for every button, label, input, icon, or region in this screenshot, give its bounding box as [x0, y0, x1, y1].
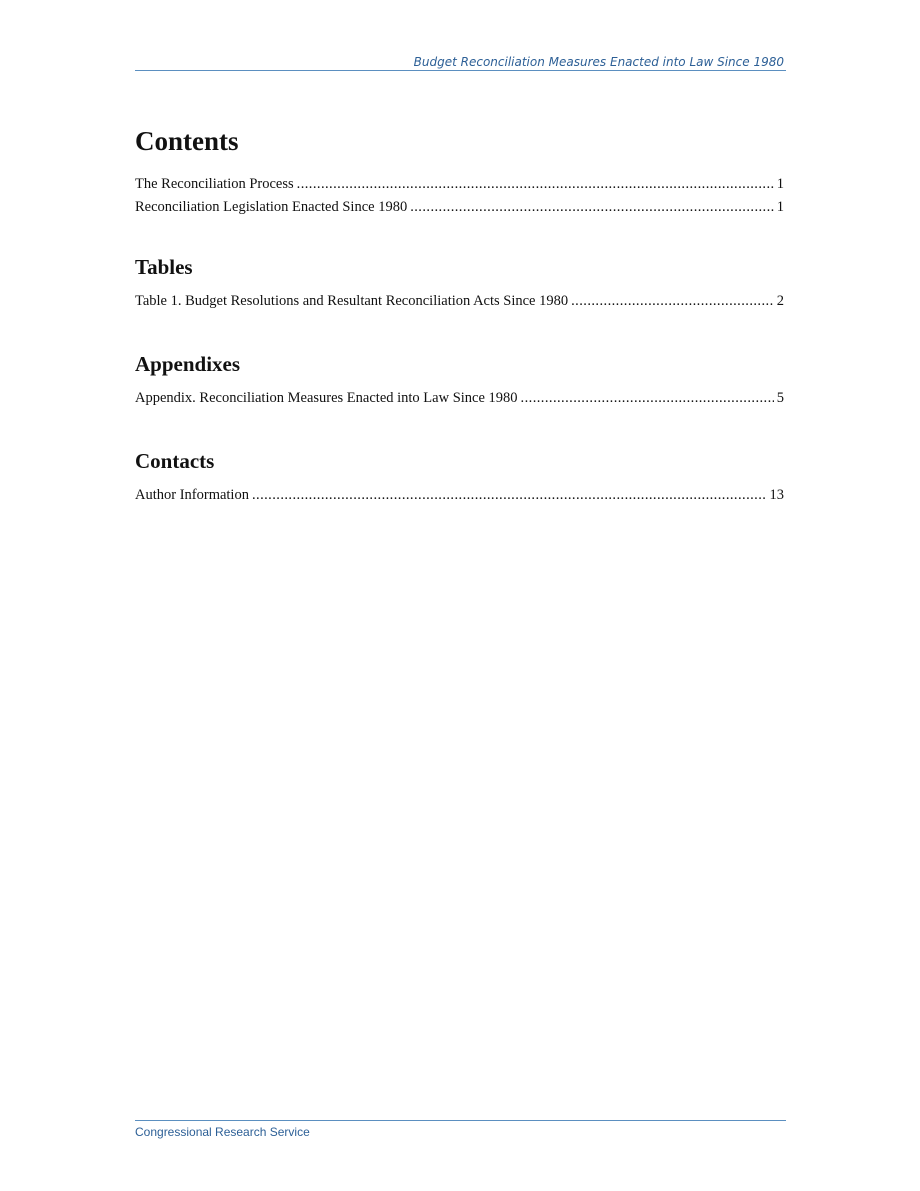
appendixes-section — [135, 349, 784, 410]
toc-entry-page: 13 — [769, 487, 784, 503]
appendixes-heading: Appendixes — [135, 352, 241, 376]
running-header — [135, 54, 786, 71]
toc-entry[interactable] — [135, 387, 784, 410]
contacts-section — [135, 446, 784, 507]
tables-heading: Tables — [135, 255, 193, 279]
toc-entry[interactable] — [135, 173, 784, 196]
toc-entry[interactable] — [135, 484, 784, 507]
dot-leader — [521, 387, 774, 410]
dot-leader — [571, 290, 774, 313]
toc-entry[interactable] — [135, 290, 784, 313]
toc-entry-page: 2 — [776, 293, 784, 309]
toc-entry[interactable] — [135, 196, 784, 219]
toc-entry-page: 5 — [776, 390, 784, 406]
running-footer — [135, 1120, 786, 1141]
contacts-heading: Contacts — [135, 449, 215, 473]
toc-entry-label: Table 1. Budget Resolutions and Resultant Reconciliation Acts Since 1980 — [135, 293, 569, 309]
running-header-title: Budget Reconciliation Measures Enacted into Law Since 1980 — [413, 55, 784, 69]
toc-entry-label: The Reconciliation Process — [135, 176, 294, 192]
dot-leader — [252, 484, 767, 507]
toc-entry-page: 1 — [776, 176, 784, 192]
toc-entry-label: Appendix. Reconciliation Measures Enacted into Law Since 1980 — [135, 390, 518, 406]
table-of-contents — [135, 122, 784, 543]
dot-leader — [297, 173, 774, 196]
tables-section — [135, 252, 784, 313]
toc-entry-label: Author Information — [135, 487, 249, 503]
contents-section — [135, 122, 784, 219]
toc-entry-page: 1 — [776, 199, 784, 215]
toc-entry-label: Reconciliation Legislation Enacted Since 1980 — [135, 199, 408, 215]
contents-heading: Contents — [135, 126, 239, 156]
footer-organization: Congressional Research Service — [135, 1125, 310, 1139]
dot-leader — [410, 196, 774, 219]
